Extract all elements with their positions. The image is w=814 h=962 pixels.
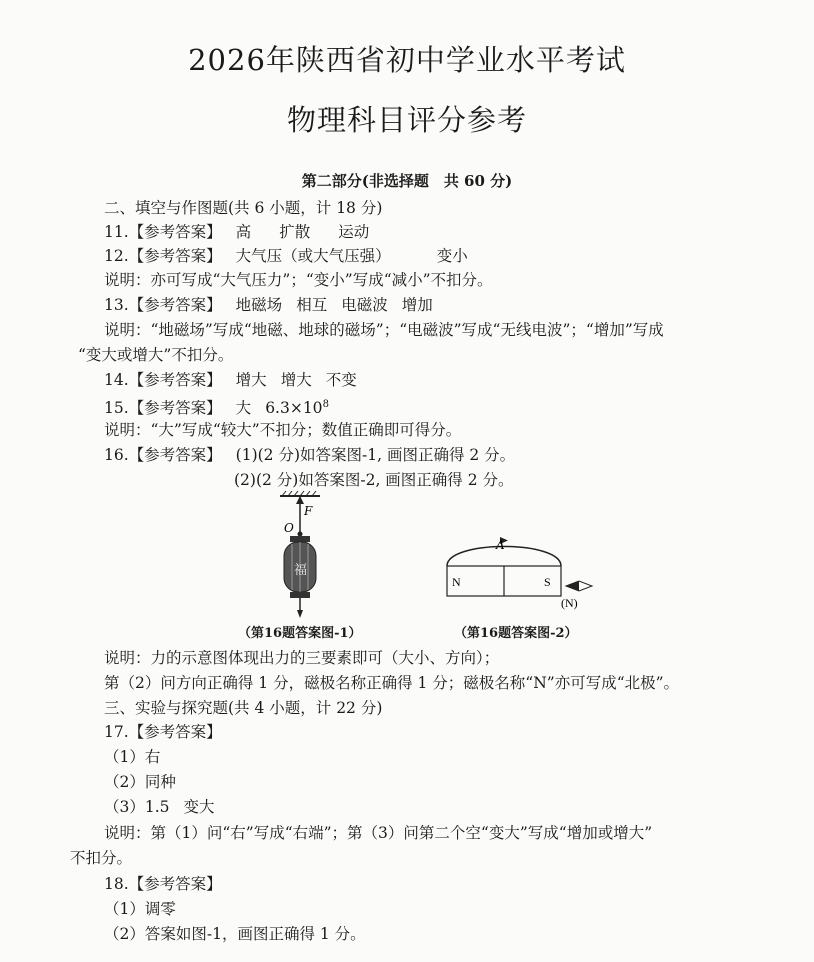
q15-answer-1: 大 — [235, 399, 252, 417]
q17-line-3-b: 变大 — [183, 798, 215, 816]
q13-number: 13. — [104, 296, 129, 314]
lantern-bottom-cap — [290, 592, 310, 598]
lantern-top-cap — [290, 536, 310, 542]
q17-heading: 17.【参考答案】 — [104, 723, 222, 741]
q14-ref: 【参考答案】 — [128, 371, 222, 389]
q16-note-2: 第（2）问方向正确得 1 分，磁极名称正确得 1 分；磁极名称“N”亦可写成“北极”。 — [104, 674, 680, 692]
q13-answer-4: 增加 — [401, 296, 433, 314]
q13-note-1: 说明：“地磁场”写成“地磁、地球的磁场”；“电磁波”写成“无线电波”；“增加”写成 — [104, 321, 664, 339]
point-O — [298, 532, 303, 537]
q17-note-1: 说明：第（1）问“右”写成“右端”；第（3）问第二个空“变大”写成“增加或增大” — [104, 824, 653, 842]
q15-line — [104, 395, 329, 418]
q14-number: 14. — [104, 371, 129, 389]
q16-part-1: (1)(2 分)如答案图-1, 画图正确得 2 分。 — [235, 446, 516, 464]
figure-1-lantern — [266, 490, 336, 620]
q12-ref: 【参考答案】 — [128, 247, 222, 265]
q11-answer-1: 高 — [235, 223, 252, 241]
force-arrow-head — [296, 496, 304, 504]
q11-number: 11. — [104, 223, 129, 241]
q12-number: 12. — [104, 247, 129, 265]
label-F: F — [304, 504, 313, 518]
q16-number: 16. — [104, 446, 129, 464]
lantern-tassel-tip — [297, 610, 303, 618]
q12-note: 说明：亦可写成“大气压力”；“变小”写成“减小”不扣分。 — [104, 271, 493, 289]
q14-line — [104, 370, 357, 390]
label-needle-N: (N) — [561, 596, 578, 610]
q12-answer-2: 变小 — [436, 247, 468, 265]
q17-line-1: （1）右 — [104, 748, 161, 766]
figure-2-magnet — [434, 534, 604, 614]
label-O: O — [284, 521, 294, 535]
figure-2-caption: （第16题答案图-2） — [454, 626, 578, 641]
q11-answer-2: 扩散 — [279, 223, 311, 241]
q13-answer-2: 相互 — [296, 296, 328, 314]
q16-line — [104, 445, 515, 465]
label-N-pole: N — [452, 575, 461, 589]
q15-ref: 【参考答案】 — [128, 399, 222, 417]
q18-line-1: （1）调零 — [104, 900, 176, 918]
q11-answer-3: 运动 — [338, 223, 370, 241]
q16-part-2: (2)(2 分)如答案图-2, 画图正确得 2 分。 — [234, 471, 514, 489]
q18-line-2: （2）答案如图-1，画图正确得 1 分。 — [104, 925, 366, 943]
part-heading: 第二部分(非选择题 共 60 分) — [301, 172, 513, 190]
q15-note: 说明：“大”写成“较大”不扣分；数值正确即可得分。 — [104, 421, 462, 439]
q17-note-2: 不扣分。 — [70, 849, 133, 867]
q17-line-3 — [104, 797, 215, 817]
figure-1-caption: （第16题答案图-1） — [238, 626, 362, 641]
section3-heading: 三、实验与探究题(共 4 小题，计 22 分) — [104, 699, 383, 717]
q14-answer-1: 增大 — [235, 371, 267, 389]
q12-line — [104, 246, 468, 266]
q13-answer-1: 地磁场 — [235, 296, 283, 314]
q13-line — [104, 295, 433, 315]
q16-ref: 【参考答案】 — [128, 446, 222, 464]
label-A: A — [496, 538, 505, 552]
q16-note-1: 说明：力的示意图体现出力的三要素即可（大小、方向）； — [104, 649, 500, 667]
q15-number: 15. — [104, 399, 129, 417]
q17-line-3-a: （3）1.5 — [104, 798, 170, 816]
compass-needle-north — [566, 581, 579, 591]
q11-line — [104, 222, 369, 242]
section2-heading: 二、填空与作图题(共 6 小题，计 18 分) — [104, 199, 383, 217]
q14-answer-3: 不变 — [325, 371, 357, 389]
q14-answer-2: 增大 — [280, 371, 312, 389]
document-subtitle: 物理科目评分参考 — [286, 103, 527, 137]
q11-ref: 【参考答案】 — [128, 223, 222, 241]
q13-ref: 【参考答案】 — [128, 296, 222, 314]
document-title: 2026年陕西省初中学业水平考试 — [188, 43, 626, 77]
q17-line-2: （2）同种 — [104, 773, 176, 791]
q15-answer-2: 6.3×10 — [265, 399, 323, 417]
label-S-pole: S — [544, 575, 551, 589]
q13-note-2: “变大或增大”不扣分。 — [78, 346, 234, 364]
q15-answer-2-exponent: 8 — [322, 399, 329, 410]
q18-heading: 18.【参考答案】 — [104, 875, 222, 893]
q12-answer-1: 大气压（或大气压强） — [235, 247, 391, 265]
lantern-character: 福 — [294, 563, 308, 578]
q13-answer-3: 电磁波 — [341, 296, 388, 314]
